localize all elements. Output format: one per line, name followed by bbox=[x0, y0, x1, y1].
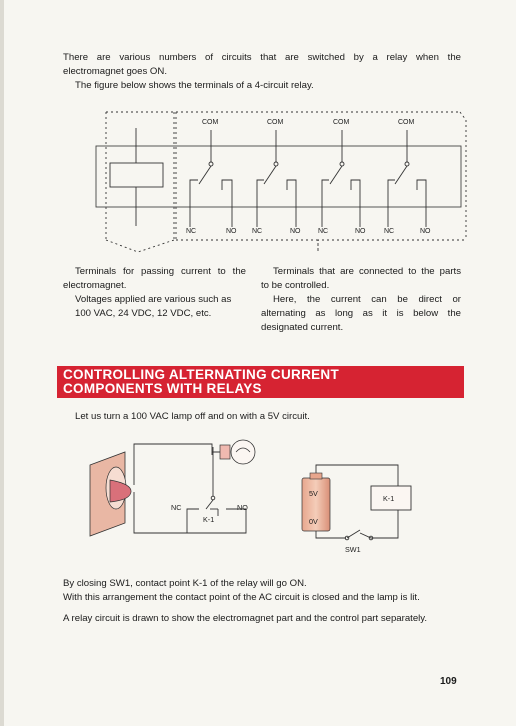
right-caption-line-3: Here, the current can be direct or bbox=[273, 294, 461, 305]
switch-sw1-label: SW1 bbox=[345, 545, 361, 554]
left-caption-line-4: 100 VAC, 24 VDC, 12 VDC, etc. bbox=[75, 308, 212, 319]
terminal-label-no-1: NO bbox=[226, 228, 237, 235]
lamp-circuit-diagram bbox=[0, 430, 516, 565]
circuit-no-label: NO bbox=[237, 503, 248, 512]
relay-terminal-diagram bbox=[0, 0, 516, 260]
terminal-label-no-4: NO bbox=[420, 228, 431, 235]
right-caption-line-4: alternating as long as it is below the bbox=[261, 308, 461, 319]
contact-group-1 bbox=[190, 130, 232, 227]
contact-group-3 bbox=[322, 130, 360, 227]
body-line-2: With this arrangement the contact point of the AC circuit is closed and the lamp is lit. bbox=[63, 592, 420, 603]
left-caption-line-1: Terminals for passing current to the bbox=[75, 266, 246, 277]
contact-group-2 bbox=[257, 130, 296, 227]
body-line-3: A relay circuit is drawn to show the electromagnet part and the control part separately. bbox=[63, 613, 428, 624]
terminal-label-nc-3: NC bbox=[318, 228, 329, 235]
com-label-3: COM bbox=[333, 119, 350, 126]
section-intro: Let us turn a 100 VAC lamp off and on with a 5V circuit. bbox=[75, 411, 310, 422]
section-banner bbox=[57, 366, 464, 398]
coil-terminals-outline bbox=[106, 112, 174, 252]
coil-box bbox=[110, 163, 163, 187]
right-caption-line-1: Terminals that are connected to the parts bbox=[273, 266, 461, 277]
battery-bottom-label: 0V bbox=[309, 517, 318, 526]
terminal-label-nc-4: NC bbox=[384, 228, 395, 235]
left-caption-line-3: Voltages applied are various such as bbox=[75, 294, 232, 305]
terminal-label-no-3: NO bbox=[355, 228, 366, 235]
intro-line-2: electromagnet goes ON. bbox=[63, 66, 167, 77]
body-line-1: By closing SW1, contact point K-1 of the relay will go ON. bbox=[63, 578, 307, 589]
terminal-label-nc-1: NC bbox=[186, 228, 197, 235]
circuit-nc-label: NC bbox=[171, 503, 182, 512]
terminal-label-no-2: NO bbox=[290, 228, 301, 235]
terminal-label-nc-2: NC bbox=[252, 228, 263, 235]
com-label-4: COM bbox=[398, 119, 415, 126]
intro-line-3: The figure below shows the terminals of a 4-circuit relay. bbox=[75, 80, 314, 91]
intro-line-1: There are various numbers of circuits that are switched by a relay when the bbox=[63, 52, 461, 63]
right-caption-line-5: designated current. bbox=[261, 322, 344, 333]
contact-group-4 bbox=[388, 130, 426, 227]
left-caption-line-2: electromagnet. bbox=[63, 280, 127, 291]
battery-top-label: 5V bbox=[309, 489, 318, 498]
section-title-line-2: COMPONENTS WITH RELAYS bbox=[63, 381, 262, 396]
page-number: 109 bbox=[440, 676, 457, 687]
coil-k1-label: K-1 bbox=[383, 494, 395, 503]
contact-k1-label: K-1 bbox=[203, 515, 215, 524]
com-label-2: COM bbox=[267, 119, 284, 126]
plug-icon bbox=[110, 480, 131, 502]
wall-outlet bbox=[90, 452, 131, 536]
lamp-icon bbox=[220, 440, 255, 464]
relay-body bbox=[96, 146, 461, 207]
right-caption-line-2: to be controlled. bbox=[261, 280, 330, 291]
section-title-line-1: CONTROLLING ALTERNATING CURRENT bbox=[63, 367, 340, 382]
com-label-1: COM bbox=[202, 119, 219, 126]
